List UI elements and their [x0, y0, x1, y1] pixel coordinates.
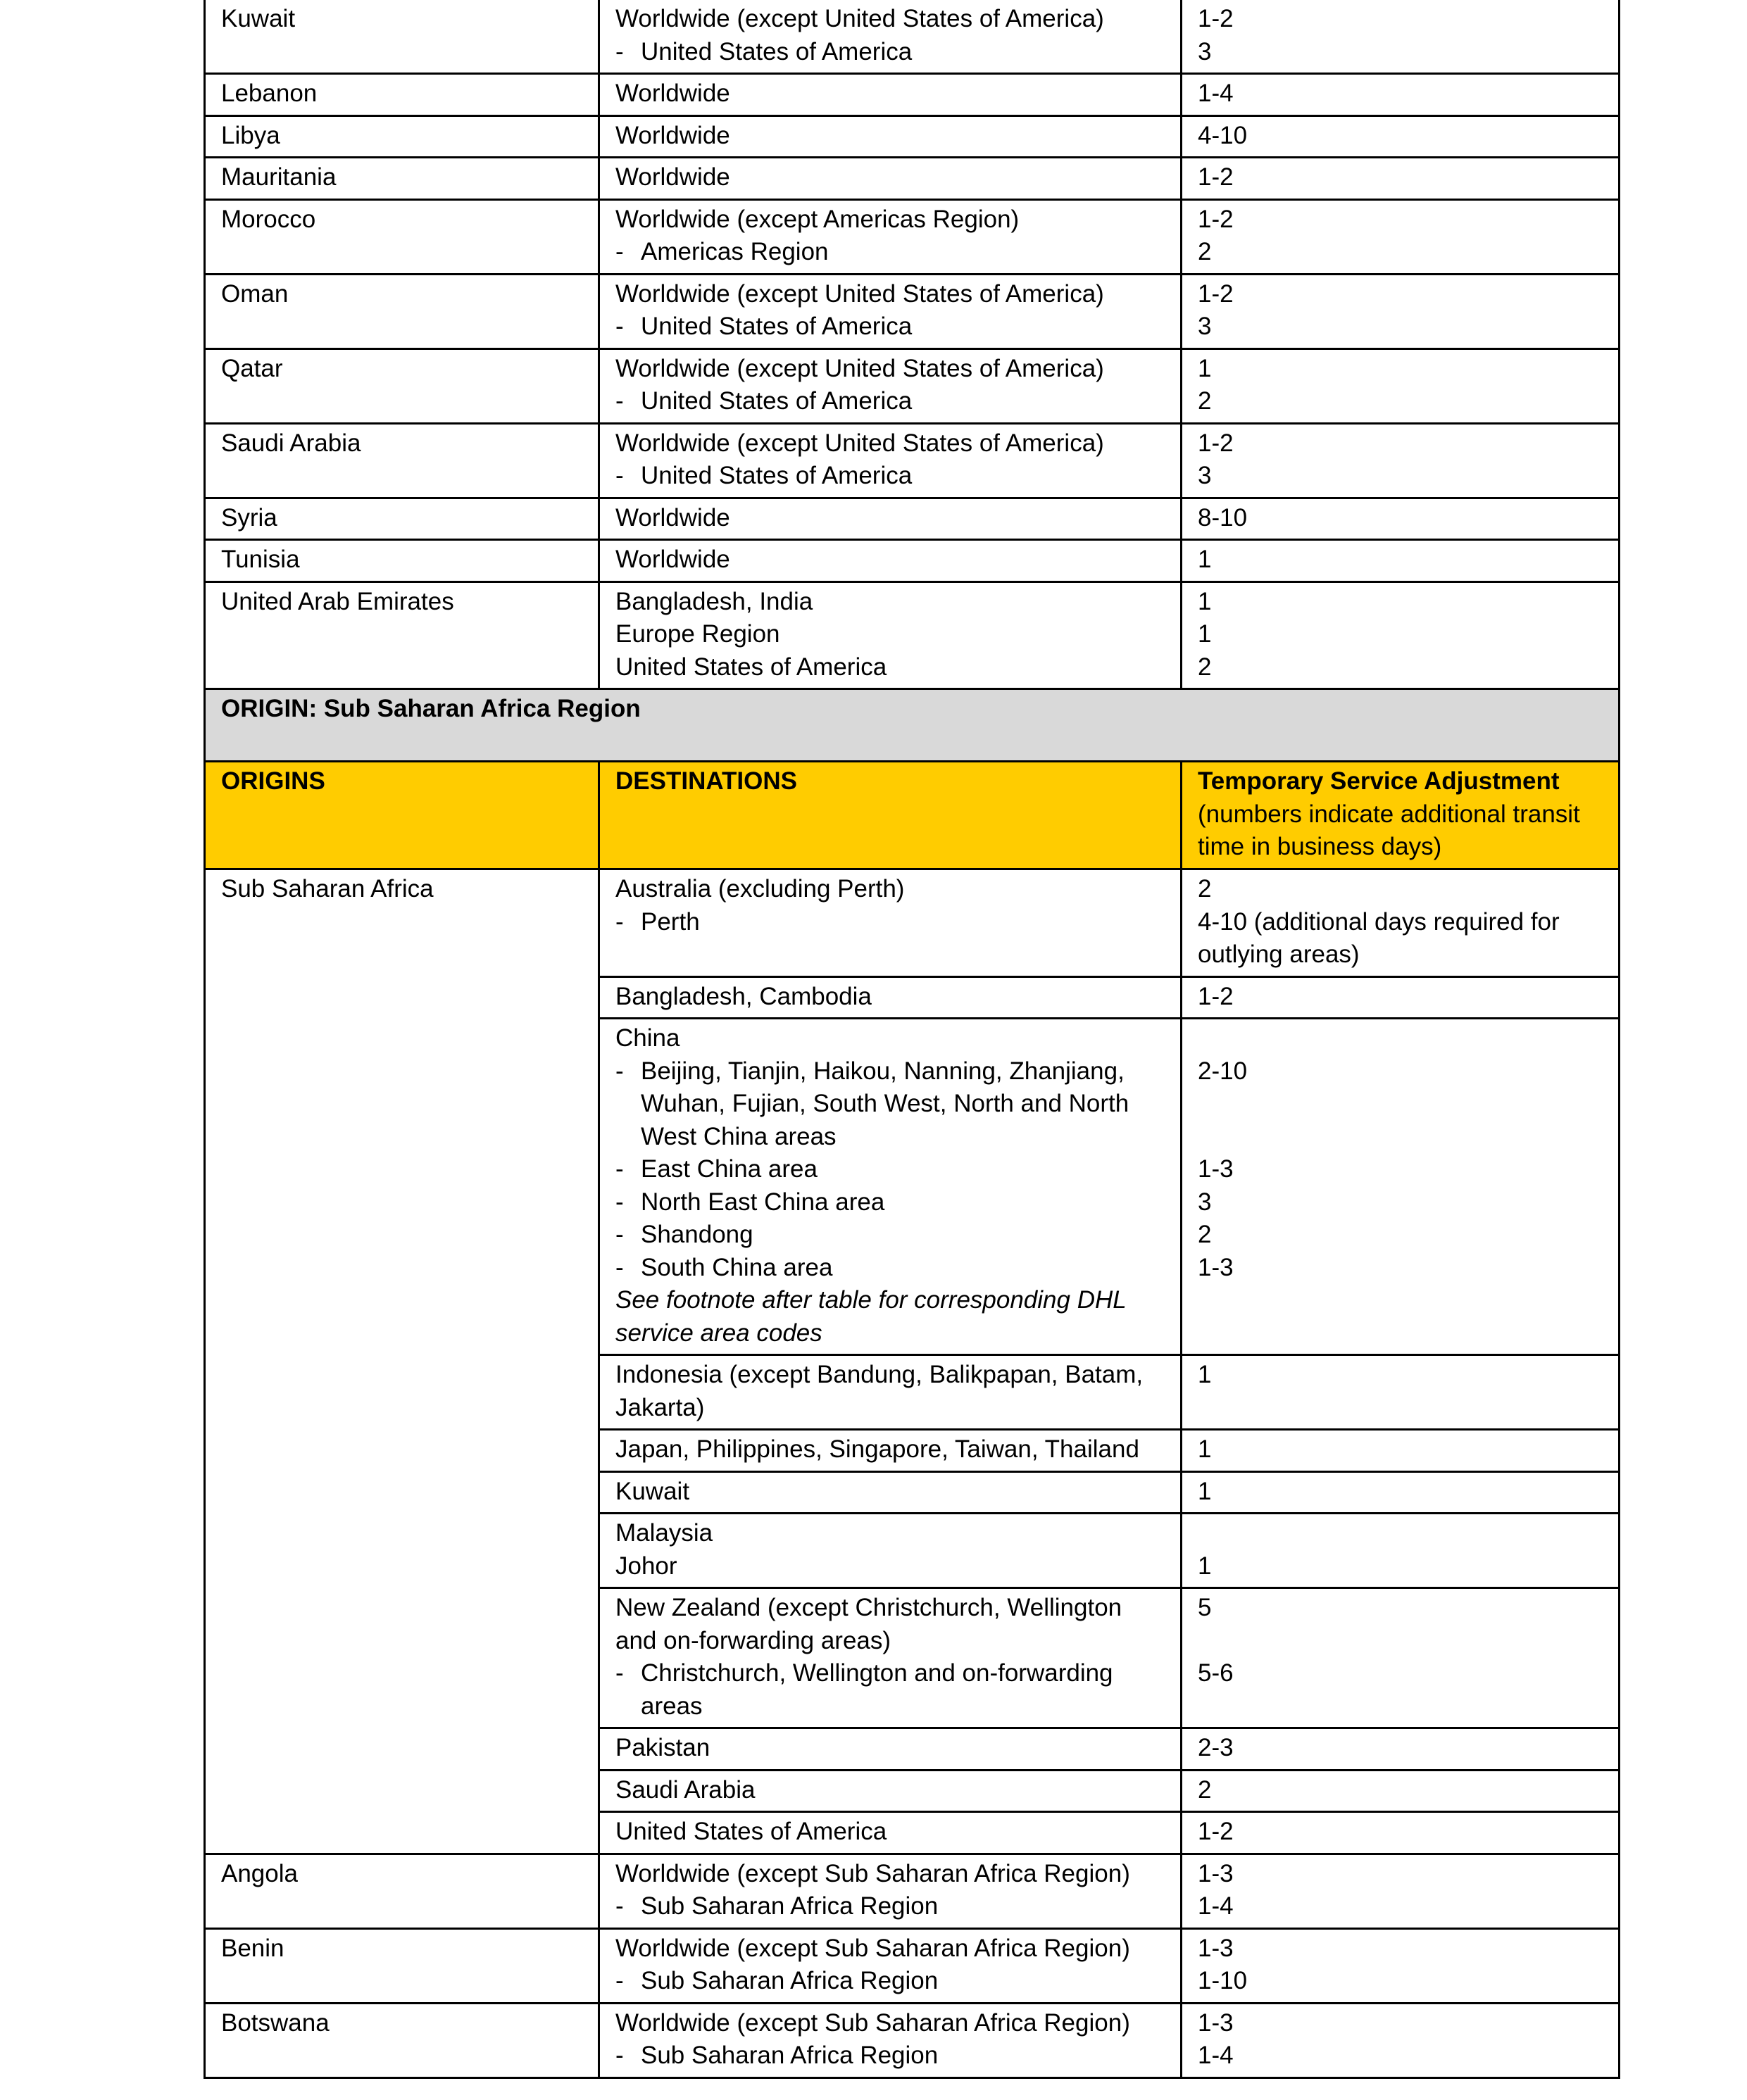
adjustment-value: 1-2 [1198, 279, 1234, 308]
destination-text: Perth [641, 907, 700, 936]
destination-text: Shandong [641, 1221, 753, 1248]
destination-line: Worldwide (except Sub Saharan Africa Region) [615, 1859, 1130, 1887]
destinations-cell [599, 1471, 1182, 1514]
origin-cell [205, 1854, 599, 1928]
destination-line: Worldwide (except United States of America) [615, 354, 1104, 382]
destinations-cell [599, 158, 1182, 200]
adjustment-value: 1-3 [1198, 2008, 1234, 2037]
adjustment-value: 1-2 [1198, 5, 1234, 32]
adjustment-value: 2-10 [1198, 1057, 1248, 1085]
destination-line: Worldwide (except United States of America) [615, 279, 1104, 308]
adjustment-value: 1 [1198, 354, 1212, 382]
adjustment-cell [1182, 498, 1620, 540]
adjustment-cell [1182, 540, 1620, 582]
list-dash: - [615, 1967, 624, 1994]
destinations-cell [599, 1019, 1182, 1355]
adjustment-cell [1182, 1471, 1620, 1514]
adjustment-value: 1 [1198, 1435, 1212, 1463]
destination-line: Saudi Arabia [615, 1775, 756, 1804]
origin-name: Botswana [221, 2008, 330, 2037]
adjustment-cell [1182, 0, 1620, 74]
adjustment-value: 1-2 [1198, 982, 1234, 1010]
destination-sub-item [615, 1153, 1165, 1186]
header-destinations [599, 762, 1182, 869]
destinations-cell [599, 1588, 1182, 1728]
list-dash: - [615, 1155, 624, 1183]
origin-cell [205, 0, 599, 74]
adjustment-value: 2 [1198, 653, 1212, 681]
adjustment-value: 8-10 [1198, 503, 1248, 532]
list-dash: - [615, 462, 624, 489]
table-row [205, 158, 1620, 200]
adjustment-value: 1-2 [1198, 205, 1234, 233]
adjustment-cell [1182, 1019, 1620, 1355]
origin-name: Syria [221, 503, 277, 532]
destinations-cell [599, 869, 1182, 977]
adjustment-value: 1 [1198, 1552, 1212, 1580]
destination-text: Sub Saharan Africa Region [641, 1967, 939, 1994]
destinations-cell [599, 115, 1182, 158]
destinations-cell [599, 1854, 1182, 1928]
adjustment-value [1198, 1517, 1603, 1550]
adjustment-value: 1-3 [1198, 1859, 1234, 1887]
adjustment-value: 1-4 [1198, 80, 1234, 107]
destination-sub-item [615, 1890, 1165, 1923]
destination-line: Worldwide [615, 163, 730, 191]
table-row [205, 199, 1620, 274]
adjustment-value [1198, 1625, 1603, 1658]
adjustment-cell [1182, 976, 1620, 1019]
destinations-cell [599, 423, 1182, 498]
origin-name: Benin [221, 1934, 284, 1962]
adjustment-value: 1-2 [1198, 163, 1234, 191]
adjustment-cell [1182, 74, 1620, 116]
destination-sub-item [615, 906, 1165, 939]
adjustment-value: 1-4 [1198, 2042, 1234, 2069]
destination-line: New Zealand (except Christchurch, Wellington and on-forwarding areas) [615, 1594, 1122, 1654]
list-dash: - [615, 1221, 624, 1248]
destination-line: Indonesia (except Bandung, Balikpapan, Batam, Jakarta) [615, 1361, 1144, 1421]
destination-line: Europe Region [615, 620, 780, 648]
header-adjustment [1182, 762, 1620, 869]
origin-name: Angola [221, 1859, 298, 1887]
adjustment-value: 2 [1198, 238, 1212, 265]
list-dash: - [615, 1188, 624, 1216]
adjustment-value: 2 [1198, 875, 1212, 903]
adjustment-value: 2 [1198, 387, 1212, 415]
list-dash: - [615, 1892, 624, 1920]
adjustment-value: 1-2 [1198, 429, 1234, 457]
adjustment-cell [1182, 274, 1620, 348]
adjustment-cell [1182, 348, 1620, 423]
list-dash: - [615, 37, 624, 65]
destinations-cell [599, 1355, 1182, 1430]
destination-text: Sub Saharan Africa Region [641, 1892, 939, 1920]
origin-name: Oman [221, 279, 289, 308]
adjustment-value: 3 [1198, 1188, 1212, 1216]
origin-name: Mauritania [221, 163, 337, 191]
adjustment-value: 1 [1198, 546, 1212, 573]
destination-sub-item [615, 1055, 1165, 1154]
origin-name: United Arab Emirates [221, 587, 454, 615]
adjustment-value: 3 [1198, 37, 1212, 65]
adjustment-value: 2-3 [1198, 1734, 1234, 1761]
adjustment-cell [1182, 423, 1620, 498]
destination-line: Malaysia [615, 1519, 713, 1547]
transit-adjustment-table [203, 0, 1620, 2079]
table-row [205, 115, 1620, 158]
destination-line: Worldwide (except United States of America) [615, 5, 1104, 32]
adjustment-cell [1182, 1854, 1620, 1928]
adjustment-value [1198, 1022, 1603, 1055]
destination-sub-item [615, 36, 1165, 69]
list-dash: - [615, 1659, 624, 1687]
table-row [205, 2003, 1620, 2077]
adjustment-value: 1-10 [1198, 1967, 1248, 1994]
region-header-row [205, 689, 1620, 762]
destination-line: Worldwide [615, 546, 730, 573]
column-header-row [205, 762, 1620, 869]
destinations-cell [599, 498, 1182, 540]
region-title: ORIGIN: Sub Saharan Africa Region [205, 689, 1620, 762]
destination-sub-item [615, 236, 1165, 269]
destinations-cell [599, 274, 1182, 348]
destination-sub-item [615, 385, 1165, 418]
adjustment-value: 1-3 [1198, 1155, 1234, 1183]
destination-line: Worldwide (except Sub Saharan Africa Region) [615, 2008, 1130, 2037]
origin-cell [205, 540, 599, 582]
destinations-cell [599, 74, 1182, 116]
origin-cell [205, 158, 599, 200]
destinations-cell [599, 540, 1182, 582]
adjustment-value: 4-10 [1198, 121, 1248, 149]
destination-line: Pakistan [615, 1734, 710, 1761]
table-row [205, 1854, 1620, 1928]
destination-text: United States of America [641, 387, 913, 415]
adjustment-cell [1182, 1728, 1620, 1771]
destination-sub-item [615, 1965, 1165, 1998]
adjustment-value: 1-3 [1198, 1253, 1234, 1281]
destination-line: Bangladesh, India [615, 587, 813, 615]
adjustment-value: 3 [1198, 313, 1212, 340]
header-origins [205, 762, 599, 869]
destination-line: Worldwide (except Sub Saharan Africa Region) [615, 1934, 1130, 1962]
adjustment-cell [1182, 581, 1620, 689]
list-dash: - [615, 1057, 624, 1085]
origin-cell [205, 199, 599, 274]
destinations-cell [599, 1728, 1182, 1771]
table-row [205, 0, 1620, 74]
origin-cell [205, 869, 599, 1854]
destination-sub-item [615, 1186, 1165, 1219]
destinations-cell [599, 976, 1182, 1019]
table-row [205, 74, 1620, 116]
destinations-cell [599, 2003, 1182, 2077]
table-row [205, 581, 1620, 689]
adjustment-value: 5 [1198, 1594, 1212, 1621]
destination-line: China [615, 1024, 680, 1052]
table-row [205, 348, 1620, 423]
destination-line: Bangladesh, Cambodia [615, 982, 872, 1010]
adjustment-cell [1182, 1588, 1620, 1728]
origin-name: Qatar [221, 354, 283, 382]
destination-sub-item [615, 310, 1165, 344]
destination-text: Americas Region [641, 238, 829, 265]
adjustment-value: 2 [1198, 1221, 1212, 1248]
destination-line: United States of America [615, 653, 887, 681]
origin-name: Kuwait [221, 5, 296, 32]
header-destinations-label: DESTINATIONS [615, 767, 797, 795]
list-dash: - [615, 387, 624, 415]
origin-name: Libya [221, 121, 280, 149]
adjustment-value: 1-4 [1198, 1892, 1234, 1920]
destinations-cell [599, 1928, 1182, 2003]
list-dash: - [615, 313, 624, 340]
origin-cell [205, 1928, 599, 2003]
adjustment-value: 1 [1198, 1477, 1212, 1505]
table-row [205, 540, 1620, 582]
destination-line: Australia (excluding Perth) [615, 875, 905, 903]
destinations-cell [599, 1430, 1182, 1472]
destination-text: Christchurch, Wellington and on-forwarding areas [641, 1659, 1113, 1720]
adjustment-value: 2 [1198, 1775, 1212, 1804]
destination-sub-item [615, 1657, 1165, 1723]
destinations-cell [599, 0, 1182, 74]
origin-cell [205, 348, 599, 423]
origin-name: Saudi Arabia [221, 429, 361, 457]
adjustment-cell [1182, 2003, 1620, 2077]
table-body [205, 0, 1620, 2077]
destinations-cell [599, 348, 1182, 423]
adjustment-cell [1182, 1770, 1620, 1812]
adjustment-cell [1182, 1514, 1620, 1588]
adjustment-value: 1 [1198, 1361, 1212, 1388]
list-dash: - [615, 907, 624, 936]
table-row [205, 498, 1620, 540]
destination-line: Worldwide (except Americas Region) [615, 205, 1020, 233]
origin-cell [205, 74, 599, 116]
destination-text: United States of America [641, 313, 913, 340]
destination-line: Worldwide [615, 80, 730, 107]
destination-sub-item [615, 1252, 1165, 1285]
header-origins-label: ORIGINS [221, 767, 325, 795]
adjustment-cell [1182, 1430, 1620, 1472]
origin-cell [205, 581, 599, 689]
origin-name: Morocco [221, 205, 316, 233]
origin-cell [205, 274, 599, 348]
list-dash: - [615, 1253, 624, 1281]
destination-line: Worldwide [615, 121, 730, 149]
destination-line: Worldwide (except United States of America) [615, 429, 1104, 457]
origin-cell [205, 2003, 599, 2077]
table-row [205, 274, 1620, 348]
list-dash: - [615, 238, 624, 265]
header-adjustment-note: (numbers indicate additional transit time in business days) [1198, 800, 1580, 860]
adjustment-value: 4-10 (additional days required for outlying areas) [1198, 907, 1560, 968]
destinations-cell [599, 199, 1182, 274]
adjustment-cell [1182, 869, 1620, 977]
destination-text: Sub Saharan Africa Region [641, 2042, 939, 2069]
adjustment-value: 1-2 [1198, 1818, 1234, 1845]
header-adjustment-label: Temporary Service Adjustment [1198, 767, 1560, 795]
destination-sub-item [615, 460, 1165, 493]
origin-name: Sub Saharan Africa [221, 875, 434, 903]
adjustment-cell [1182, 199, 1620, 274]
adjustment-value: 1 [1198, 620, 1212, 648]
destination-line: United States of America [615, 1818, 887, 1845]
adjustment-cell [1182, 1355, 1620, 1430]
destination-sub-item [615, 1219, 1165, 1252]
adjustment-value: 1 [1198, 587, 1212, 615]
origin-cell [205, 115, 599, 158]
adjustment-cell [1182, 158, 1620, 200]
destination-text: South China area [641, 1253, 833, 1281]
adjustment-value: 1-3 [1198, 1934, 1234, 1962]
destination-text: Beijing, Tianjin, Haikou, Nanning, Zhanjiang, Wuhan, Fujian, South West, North and North West China areas [641, 1057, 1129, 1150]
destination-line: Johor [615, 1552, 677, 1580]
destination-text: North East China area [641, 1188, 885, 1216]
destination-line: Japan, Philippines, Singapore, Taiwan, Thailand [615, 1435, 1139, 1463]
list-dash: - [615, 2042, 624, 2069]
origin-cell [205, 423, 599, 498]
table-row [205, 869, 1620, 977]
table-row [205, 1928, 1620, 2003]
destination-text: United States of America [641, 37, 913, 65]
destinations-cell [599, 581, 1182, 689]
destination-line: Kuwait [615, 1477, 690, 1505]
destinations-cell [599, 1812, 1182, 1854]
adjustment-value [1198, 1121, 1603, 1154]
adjustment-value: 3 [1198, 462, 1212, 489]
adjustment-value: 5-6 [1198, 1659, 1234, 1687]
adjustment-cell [1182, 1812, 1620, 1854]
destination-text: United States of America [641, 462, 913, 489]
table-row [205, 423, 1620, 498]
footnote-reference: See footnote after table for corresponding DHL service area codes [615, 1286, 1127, 1347]
destination-sub-item [615, 2039, 1165, 2073]
destinations-cell [599, 1514, 1182, 1588]
destination-line: Worldwide [615, 503, 730, 532]
origin-cell [205, 498, 599, 540]
origin-name: Tunisia [221, 546, 300, 573]
adjustment-cell [1182, 1928, 1620, 2003]
destinations-cell [599, 1770, 1182, 1812]
adjustment-value [1198, 1088, 1603, 1121]
destination-text: East China area [641, 1155, 818, 1183]
adjustment-cell [1182, 115, 1620, 158]
origin-name: Lebanon [221, 80, 318, 107]
